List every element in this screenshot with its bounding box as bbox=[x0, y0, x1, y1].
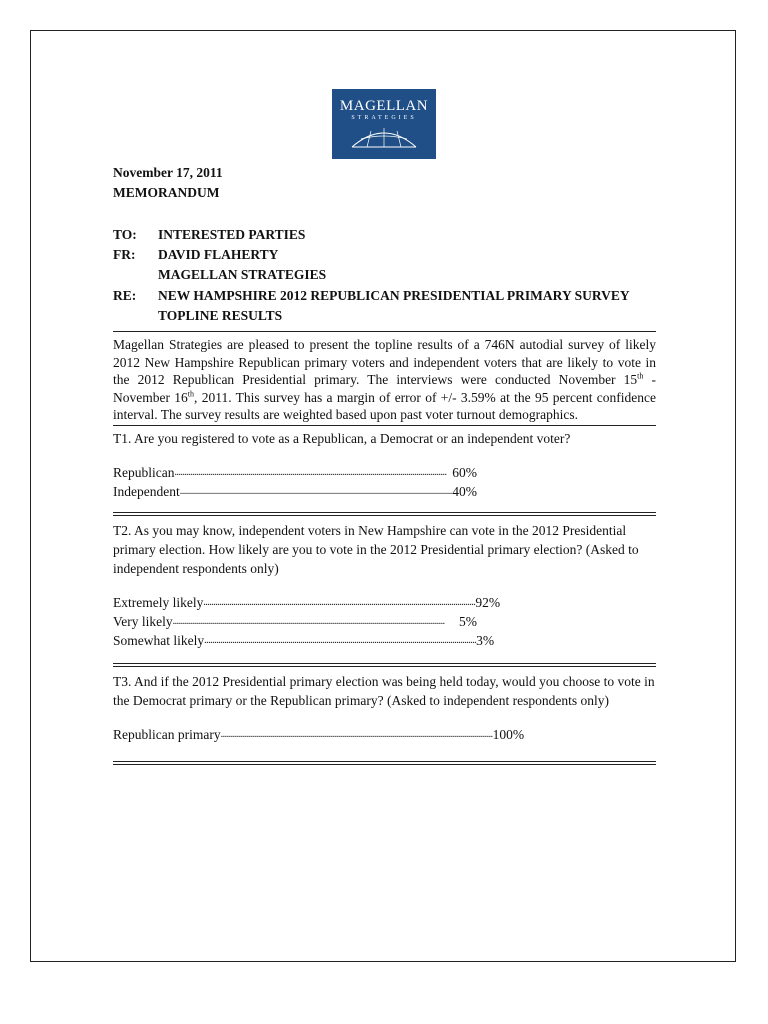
leader-dots: ........................................................................................................................................ bbox=[172, 615, 445, 627]
intro-paragraph: Magellan Strategies are pleased to present the topline results of a 746N autodial survey of likely 2012 New Hampshire Republican primary voters and independent voters that are likely to vote in the 2012 Republican Presidential primary. The interviews were conducted November 15th - November 16th, 2011. This survey has a margin of error of +/- 3.59% at the 95 percent confidence interval. The survey results are weighted based upon past voter turnout demographics. bbox=[113, 337, 657, 423]
answer-value: 40% bbox=[452, 483, 477, 499]
fr-row bbox=[113, 245, 656, 265]
answer-label: Independent bbox=[113, 483, 180, 499]
question-divider bbox=[113, 663, 656, 667]
answer-row bbox=[113, 593, 501, 612]
header-divider bbox=[113, 331, 656, 332]
re-value-1: NEW HAMPSHIRE 2012 REPUBLICAN PRESIDENTIAL PRIMARY SURVEY bbox=[158, 288, 630, 303]
question-t3: T3. And if the 2012 Presidential primary election was being held today, would you choose to vote in the Democrat primary or the Republican primary? (Asked to independent respondents only) bbox=[113, 673, 655, 708]
question-divider bbox=[113, 761, 656, 765]
to-row bbox=[113, 225, 656, 245]
answer-value: 5% bbox=[459, 613, 477, 629]
to-label: TO: bbox=[113, 227, 137, 242]
answer-row bbox=[113, 631, 495, 650]
answer-row bbox=[113, 725, 525, 744]
memo-type: MEMORANDUM bbox=[113, 185, 220, 200]
leader-dots: ........................................................................................................................................ bbox=[204, 634, 477, 646]
leader-dots: ........................................................................................................................................ bbox=[203, 596, 476, 608]
answer-row bbox=[113, 463, 477, 482]
question-t1: T1. Are you registered to vote as a Republican, a Democrat or an independent voter? bbox=[113, 430, 571, 446]
answer-value: 92% bbox=[475, 594, 501, 610]
fr-org: MAGELLAN STRATEGIES bbox=[158, 267, 327, 282]
leader-dots: ........................................................................................................................................ bbox=[179, 485, 452, 497]
answer-label: Extremely likely bbox=[113, 594, 204, 610]
answer-label: Very likely bbox=[113, 613, 173, 629]
question-t2: T2. As you may know, independent voters in New Hampshire can vote in the 2012 Presidential primary election. How likely are you to vote in the 2012 Presidential primary election? (Asked to independent respondents only) bbox=[113, 522, 639, 576]
magellan-logo bbox=[332, 89, 436, 159]
memo-date: November 17, 2011 bbox=[113, 165, 223, 180]
logo-sub: STRATEGIES bbox=[351, 115, 417, 121]
leader-dots: ........................................................................................................................................ bbox=[220, 728, 493, 740]
intro-divider bbox=[113, 425, 656, 426]
question-divider bbox=[113, 512, 656, 516]
re-row-2 bbox=[113, 306, 656, 326]
answer-label: Somewhat likely bbox=[113, 632, 205, 648]
memo-content bbox=[113, 163, 656, 765]
answer-value: 60% bbox=[452, 464, 477, 480]
globe-icon bbox=[349, 125, 419, 151]
fr-value: DAVID FLAHERTY bbox=[158, 247, 279, 262]
answer-label: Republican primary bbox=[113, 726, 221, 742]
fr-org-row bbox=[113, 265, 656, 285]
answer-row bbox=[113, 482, 477, 501]
re-row bbox=[113, 286, 656, 306]
answer-value: 100% bbox=[492, 726, 525, 742]
answer-row bbox=[113, 612, 477, 631]
answer-value: 3% bbox=[476, 632, 495, 648]
re-value-2: TOPLINE RESULTS bbox=[158, 308, 283, 323]
to-value: INTERESTED PARTIES bbox=[158, 227, 306, 242]
logo-brand: MAGELLAN bbox=[339, 98, 429, 114]
answer-label: Republican bbox=[113, 464, 175, 480]
fr-label: FR: bbox=[113, 247, 136, 262]
leader-dots: ........................................................................................................................................ bbox=[174, 466, 447, 478]
re-label: RE: bbox=[113, 288, 137, 303]
